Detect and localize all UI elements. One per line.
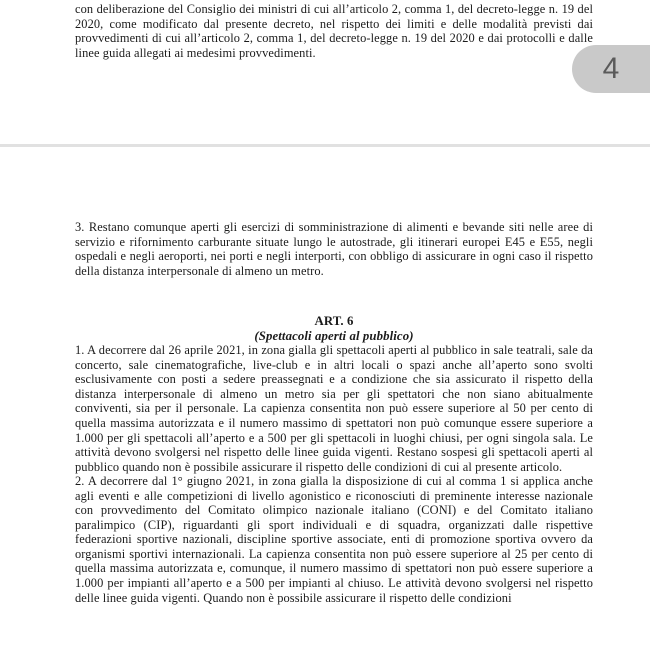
paragraph-fragment: con deliberazione del Consiglio dei ministri di cui all’articolo 2, comma 1, del decreto-legge n. 19 del 2020, come modificato dal presente decreto, nel rispetto dei limiti e delle modalità previsti dai provvedimenti di cui all’articolo 2, comma 1, del decreto-legge n. 19 del 2020 e dai protocolli e dalle linee guida allegati ai medesimi provvedimenti.	[75, 2, 593, 60]
paragraph-comma-1: 1. A decorrere dal 26 aprile 2021, in zona gialla gli spettacoli aperti al pubblico in sale teatrali, sale da concerto, sale cinematografiche, live-club e in altri locali o spazi anche all’aperto sono svolti esclusivamente con posti a sedere preassegnati e a condizione che sia assicurato il rispetto della distanza interpersonale di almeno un metro sia per gli spettatori che non siano abitualmente conviventi, sia per il personale. La capienza consentita non può essere superiore al 50 per cento di quella massima autorizzata e il numero massimo di spettatori non può comunque essere superiore a 1.000 per gli spettacoli all’aperto e a 500 per gli spettacoli in luoghi chiusi, per ogni singola sala. Le attività devono svolgersi nel rispetto delle linee guida vigenti. Restano sospesi gli spettacoli aperti al pubblico quando non è possibile assicurare il rispetto delle condizioni di cui al presente articolo.	[75, 343, 593, 474]
article-subtitle: (Spettacoli aperti al pubblico)	[254, 328, 414, 343]
paragraph-comma-2: 2. A decorrere dal 1° giugno 2021, in zona gialla la disposizione di cui al comma 1 si applica anche agli eventi e alle competizioni di livello agonistico e riconosciuti di preminente interesse nazionale con provvedimento del Comitato olimpico nazionale italiano (CONI) e del Comitato italiano paralimpico (CIP), riguardanti gli sport individuali e di squadra, organizzati dalle rispettive federazioni sportive nazionali, discipline sportive associate, enti di promozione sportiva ovvero da organismi sportivi internazionali. La capienza consentita non può essere superiore al 25 per cento di quella massima autorizzata e, comunque, il numero massimo di spettatori non può essere superiore a 1.000 per impianti all’aperto e a 500 per impianti al chiuso. Le attività devono svolgersi nel rispetto delle linee guida vigenti. Quando non è possibile assicurare il rispetto delle condizioni	[75, 474, 593, 605]
page-number-indicator[interactable]	[572, 45, 650, 93]
paragraph-comma-3: 3. Restano comunque aperti gli esercizi di somministrazione di alimenti e bevande siti nelle aree di servizio e rifornimento carburante situate lungo le autostrade, gli itinerari europei E45 e E55, negli ospedali e negli aeroporti, nei porti e negli interporti, con obbligo di assicurare in ogni caso il rispetto della distanza interpersonale di almeno un metro.	[75, 220, 593, 278]
page-number-label: 4	[602, 52, 620, 85]
current-page-text-block	[75, 220, 593, 605]
article-heading: ART. 6	[314, 314, 354, 329]
page-separator	[0, 144, 650, 147]
previous-page-text-block	[75, 2, 593, 60]
